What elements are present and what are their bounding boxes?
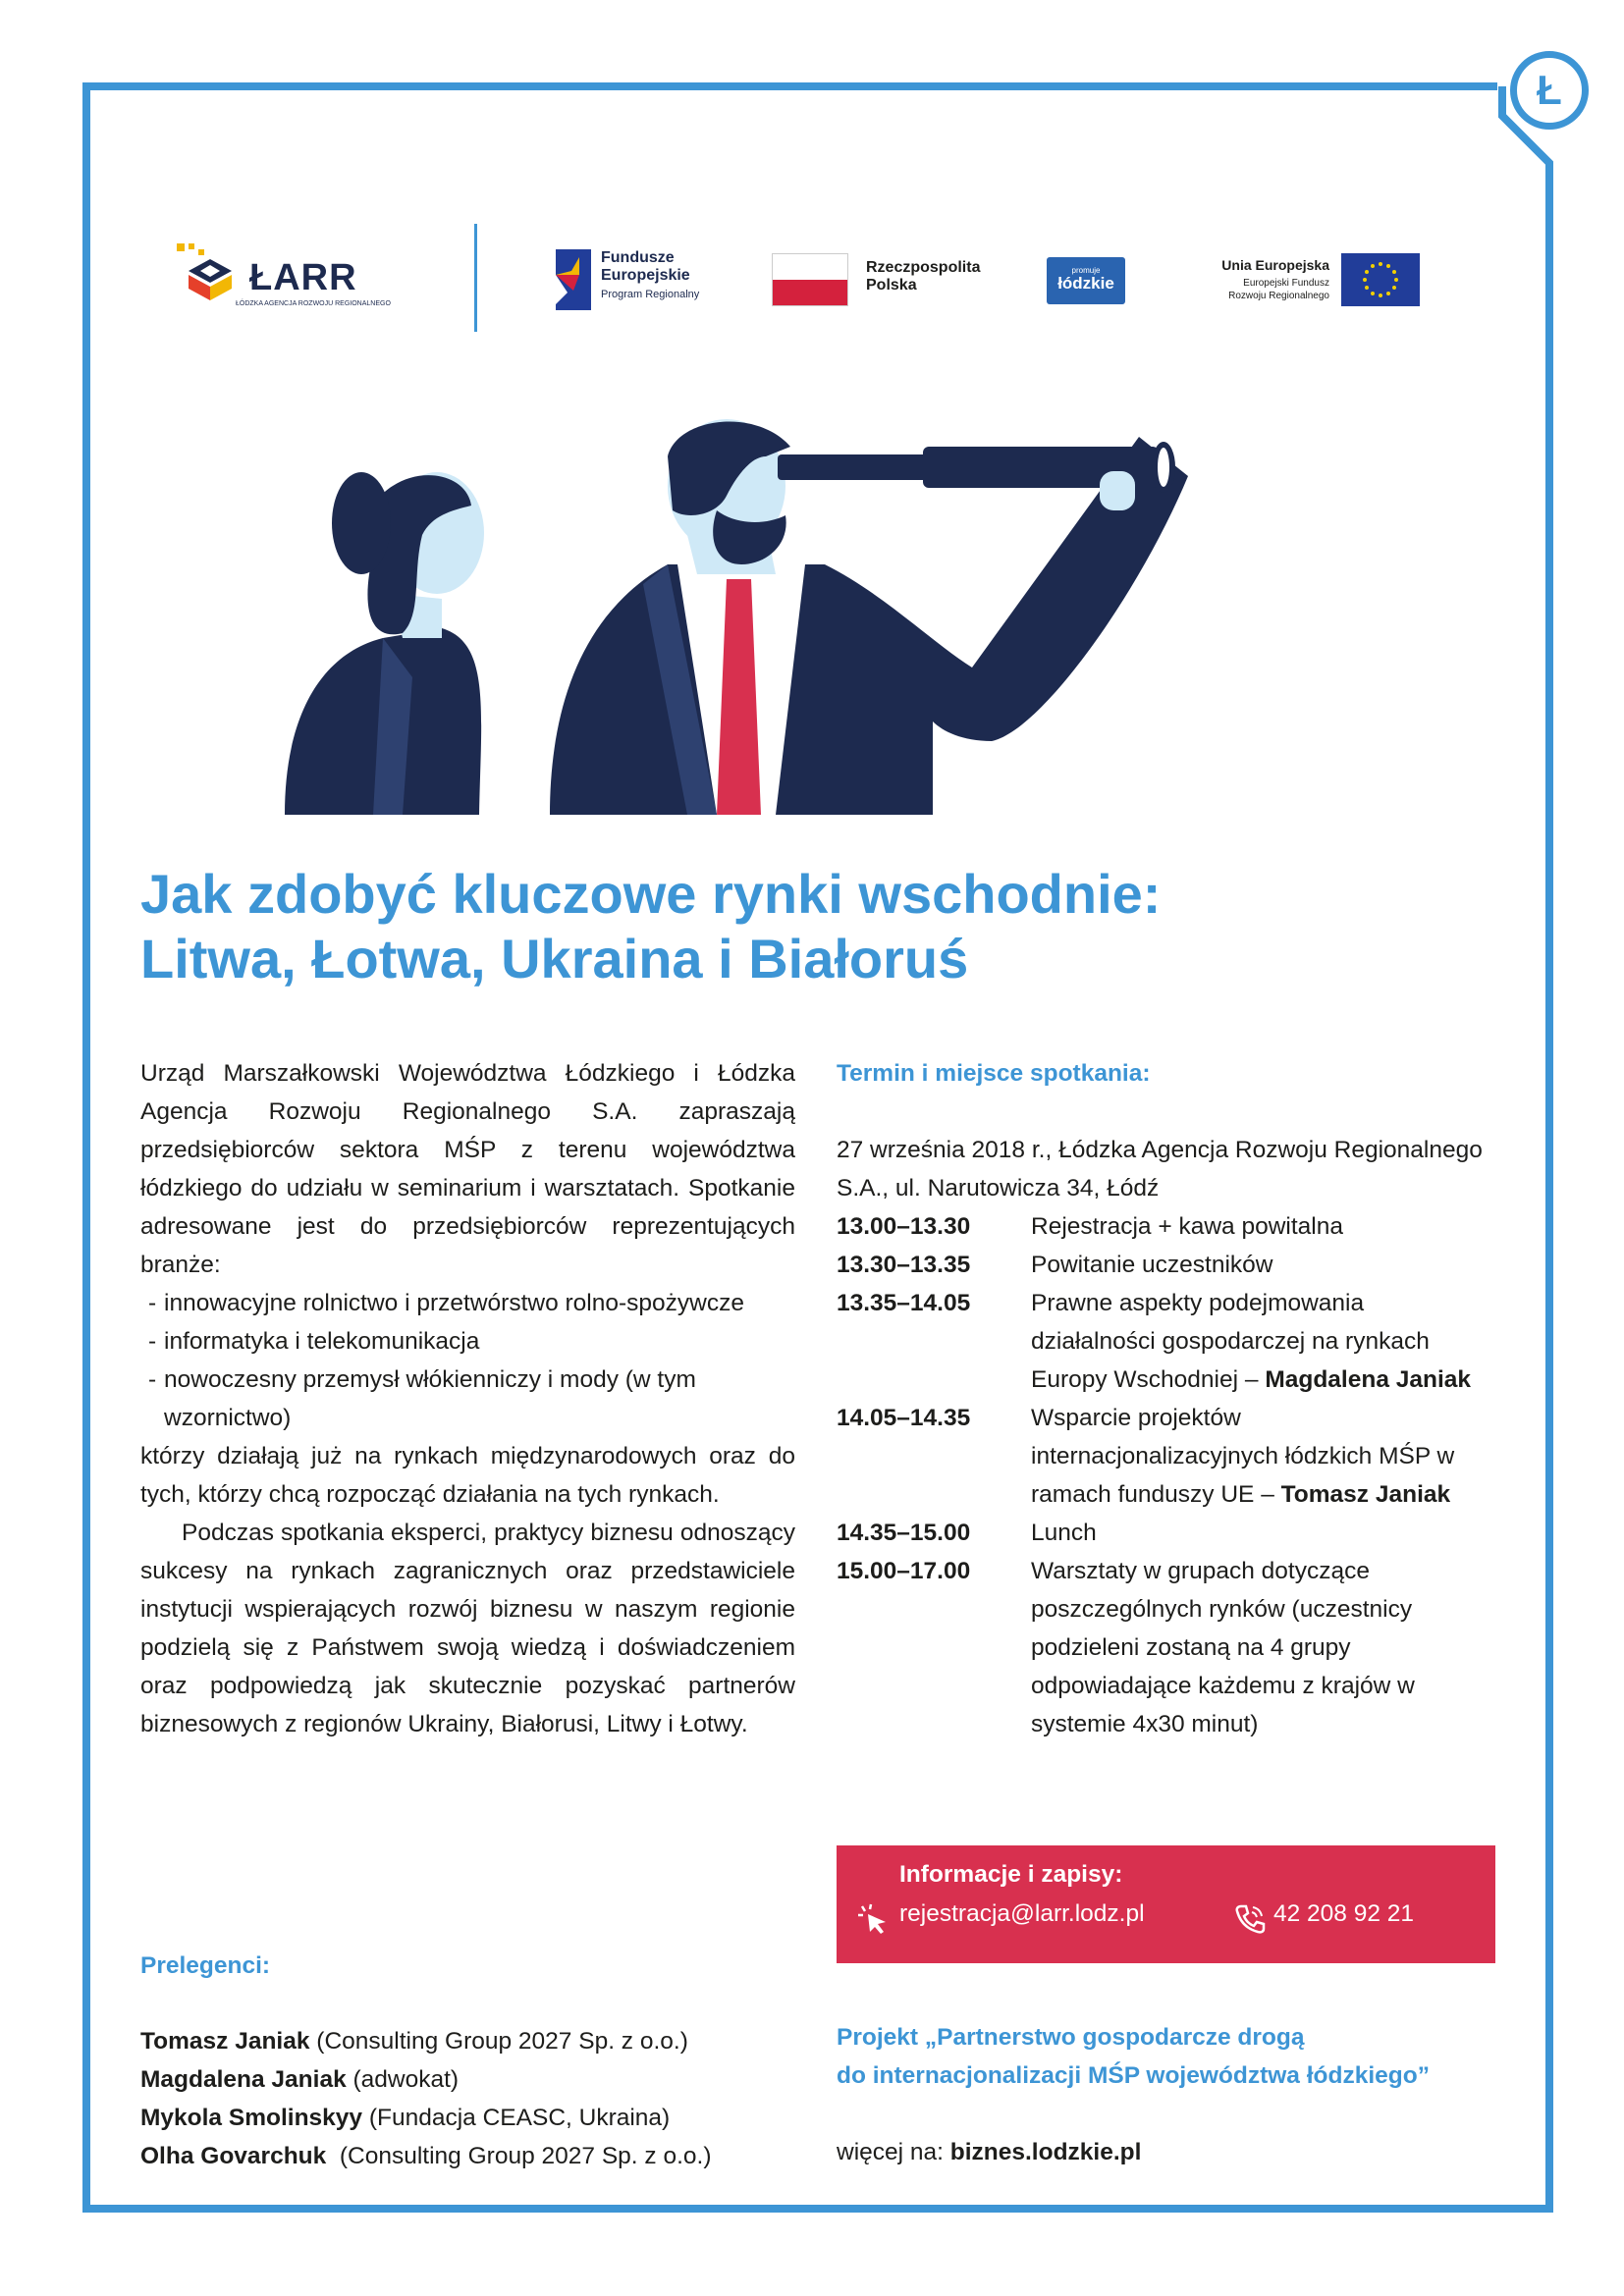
speaker-item: Tomasz Janiak (Consulting Group 2027 Sp. z o.o.) — [140, 2028, 688, 2055]
schedule-time: 13.00–13.30 — [837, 1213, 971, 1240]
schedule-time: 14.35–15.00 — [837, 1520, 971, 1546]
registration-title: Informacje i zapisy: — [899, 1861, 1123, 1888]
meeting-place: 27 września 2018 r., Łódzka Agencja Rozwoju Regionalnego S.A., ul. Narutowicza 34, Łódź — [837, 1137, 1483, 1201]
schedule-row — [837, 1207, 1494, 1246]
registration-email-link[interactable]: rejestracja@larr.lodz.pl — [899, 1900, 1145, 1927]
schedule-desc: Powitanie uczestników — [1031, 1252, 1273, 1278]
schedule-time: 13.30–13.35 — [837, 1252, 971, 1278]
project-name: Projekt „Partnerstwo gospodarcze drogą do internacjonalizacji MŚP województwa łódzkiego” — [837, 2024, 1430, 2089]
fundusze-program: Program Regionalny — [601, 289, 700, 300]
branches-list — [140, 1284, 795, 1437]
meeting-section — [837, 1054, 1494, 1743]
more-info-link[interactable]: biznes.lodzkie.pl — [949, 2139, 1142, 2165]
fundusze-title: Fundusze Europejskie — [601, 249, 690, 284]
registration-phone-link[interactable]: 42 208 92 21 — [1273, 1900, 1415, 1927]
schedule-row — [837, 1552, 1494, 1743]
fundusze-star-icon — [550, 245, 593, 314]
corner-l-logo: Ł — [1510, 51, 1589, 130]
businesspeople-telescope-illustration — [255, 417, 1434, 815]
rzeczpospolita-text: Rzeczpospolita Polska — [866, 259, 981, 294]
schedule-speaker: Tomasz Janiak — [1280, 1481, 1451, 1508]
branch-item: - innowacyjne rolnictwo i przetwórstwo rolno-spożywcze — [140, 1284, 795, 1322]
schedule-row — [837, 1246, 1494, 1284]
logo-divider — [474, 224, 477, 332]
larr-name: ŁARR — [249, 257, 357, 298]
speakers-title: Prelegenci: — [140, 1952, 271, 1979]
speaker-item: Mykola Smolinskyy (Fundacja CEASC, Ukraina) — [140, 2105, 671, 2131]
speakers-section — [140, 1947, 847, 2175]
schedule-speaker: Magdalena Janiak — [1265, 1366, 1472, 1393]
ue-text: Unia Europejska Europejski Fundusz Rozwoju Regionalnego — [1221, 257, 1329, 301]
schedule-desc: Lunch — [1031, 1520, 1097, 1546]
larr-subtitle: ŁÓDZKA AGENCJA ROZWOJU REGIONALNEGO — [236, 300, 391, 307]
schedule-row — [837, 1399, 1494, 1514]
branch-item: - informatyka i telekomunikacja — [140, 1322, 795, 1361]
target-paragraph: którzy działają już na rynkach międzynarodowych oraz do tych, którzy chcą rozpocząć działania na tych rynkach. — [140, 1443, 795, 1508]
larr-logo — [175, 241, 401, 310]
speaker-item: Olha Govarchuk (Consulting Group 2027 Sp. z o.o.) — [140, 2143, 712, 2169]
speaker-item: Magdalena Janiak (adwokat) — [140, 2066, 460, 2093]
eu-flag-icon — [1341, 253, 1420, 306]
schedule-row — [837, 1284, 1494, 1399]
schedule-time: 14.05–14.35 — [837, 1405, 971, 1431]
schedule — [837, 1207, 1494, 1743]
intro-text — [140, 1054, 795, 1743]
larr-mark-icon — [175, 241, 244, 310]
experts-paragraph: Podczas spotkania eksperci, praktycy biznesu odnoszący sukcesy na rynkach zagranicznych oraz przedstawiciele instytucji wspierających rozwój biznesu w naszym regionie podzielą się z Państwem swoją wiedzą i doświadczeniem oraz podpowiedzą jak skutecznie pozyskać partnerów biznesowych z regionów Ukrainy, Białorusi, Litwy i Łotwy. — [140, 1520, 795, 1737]
schedule-desc: Rejestracja + kawa powitalna — [1031, 1213, 1343, 1240]
schedule-time: 13.35–14.05 — [837, 1290, 971, 1316]
man-figure-icon — [550, 419, 1188, 815]
schedule-desc: Prawne aspekty podejmowania działalności gospodarczej na rynkach Europy Wschodniej – Magdalena Janiak — [1031, 1290, 1472, 1393]
woman-figure-icon — [285, 472, 484, 815]
phone-icon — [1233, 1902, 1267, 1936]
schedule-desc: Warsztaty w grupach dotyczące poszczególnych rynków (uczestnicy podzieleni zostaną na 4 grupy odpowiadające każdemu z krajów w systemie 4x30 minut) — [1031, 1558, 1415, 1737]
schedule-desc: Wsparcie projektów internacjonalizacyjnych łódzkich MŚP w ramach funduszy UE – Tomasz Janiak — [1031, 1405, 1455, 1508]
registration-info-box — [837, 1845, 1495, 1963]
speakers-list — [140, 2022, 847, 2175]
more-info: więcej na: biznes.lodzkie.pl — [837, 2139, 1142, 2165]
promuje-lodzkie-logo: promuje łódzkie — [1047, 257, 1125, 304]
meeting-title: Termin i miejsce spotkania: — [837, 1060, 1151, 1087]
schedule-time: 15.00–17.00 — [837, 1558, 971, 1584]
poland-flag-icon — [772, 253, 848, 306]
intro-paragraph: Urząd Marszałkowski Województwa Łódzkiego i Łódzka Agencja Rozwoju Regionalnego S.A. zapraszają przedsiębiorców sektora MŚP z terenu województwa łódzkiego do udziału w seminarium i warsztatach. Spotkanie adresowane jest do przedsiębiorców reprezentujących branże: — [140, 1060, 795, 1278]
schedule-row — [837, 1514, 1494, 1552]
partner-logos — [175, 224, 1451, 332]
page-title: Jak zdobyć kluczowe rynki wschodnie: Litwa, Łotwa, Ukraina i Białoruś — [140, 863, 1162, 989]
branch-item: - nowoczesny przemysł włókienniczy i mody (w tym wzornictwo) — [140, 1361, 795, 1437]
fundusze-europejskie-logo — [550, 245, 746, 314]
cursor-click-icon — [856, 1902, 890, 1936]
